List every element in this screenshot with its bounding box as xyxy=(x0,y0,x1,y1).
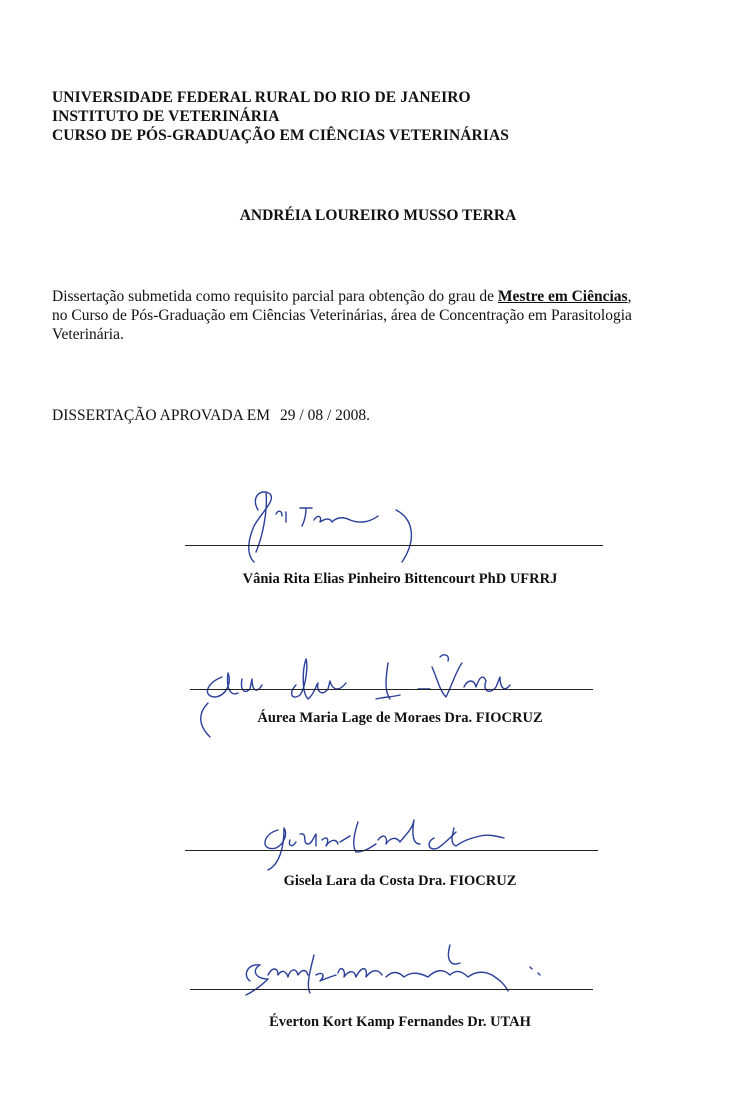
signature-line xyxy=(190,989,593,990)
committee-member-name: Áurea Maria Lage de Moraes Dra. FIOCRUZ xyxy=(257,710,543,726)
approval-label: DISSERTAÇÃO APROVADA EM xyxy=(52,407,271,424)
committee-member-name: Gisela Lara da Costa Dra. FIOCRUZ xyxy=(283,873,517,889)
university-name: UNIVERSIDADE FEDERAL RURAL DO RIO DE JANEIRO xyxy=(52,89,471,106)
statement-line-3: Veterinária. xyxy=(52,326,124,343)
signature-block-4 xyxy=(150,935,650,1035)
institution-header xyxy=(52,88,509,145)
committee-member-name: Vânia Rita Elias Pinheiro Bittencourt PhD UFRRJ xyxy=(242,571,558,587)
signature-line xyxy=(190,689,593,690)
committee-member-name: Éverton Kort Kamp Fernandes Dr. UTAH xyxy=(269,1014,531,1030)
signature-line xyxy=(185,850,598,851)
degree-title: Mestre em Ciências xyxy=(497,288,628,305)
statement-suffix: , xyxy=(627,288,632,305)
dissertation-statement xyxy=(52,287,732,344)
statement-line-1 xyxy=(52,287,732,306)
signature-line xyxy=(185,545,603,546)
statement-prefix: Dissertação submetida como requisito parcial para obtenção do grau de xyxy=(52,288,498,305)
institute-name: INSTITUTO DE VETERINÁRIA xyxy=(52,108,280,125)
statement-line-2: no Curso de Pós-Graduação em Ciências Veterinárias, área de Concentração em Parasitologia xyxy=(52,307,632,324)
handwritten-signature-icon xyxy=(150,800,650,880)
signature-block-3 xyxy=(150,800,650,900)
approval-line xyxy=(52,407,370,425)
handwritten-signature-icon xyxy=(150,482,650,562)
author-name: ANDRÉIA LOUREIRO MUSSO TERRA xyxy=(239,207,517,224)
signature-block-1 xyxy=(150,482,650,592)
handwritten-signature-icon xyxy=(150,935,650,1015)
signature-block-2 xyxy=(150,645,650,755)
course-name: CURSO DE PÓS-GRADUAÇÃO EM CIÊNCIAS VETERINÁRIAS xyxy=(52,127,509,144)
approval-date: 29 / 08 / 2008. xyxy=(280,407,371,424)
